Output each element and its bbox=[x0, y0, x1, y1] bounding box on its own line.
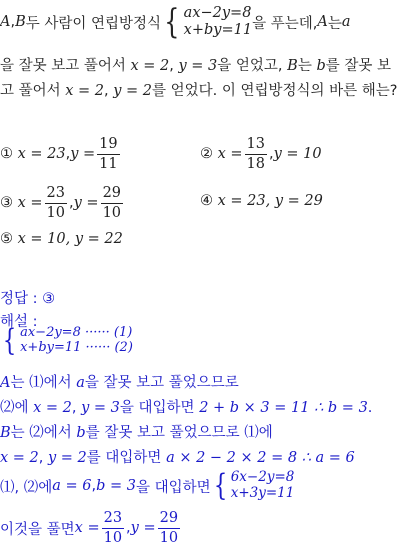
option-1[interactable] bbox=[0, 134, 122, 174]
e-text: , bbox=[71, 400, 82, 416]
e-math: y = 3 bbox=[81, 400, 120, 416]
q-math: x = 2 bbox=[65, 83, 105, 99]
fraction bbox=[245, 137, 267, 171]
q-text: 두 사람이 연립방정식 bbox=[25, 15, 162, 32]
var-b: b bbox=[76, 425, 86, 441]
option-mark: ③ bbox=[0, 195, 13, 211]
q-text: 고 풀어서 bbox=[0, 83, 66, 99]
e-text: , bbox=[38, 450, 48, 466]
explanation-step-3 bbox=[0, 421, 273, 442]
e-math: a × 2 − 2 × 2 = 8 ∴ a = 6 bbox=[166, 450, 355, 466]
e-text: . bbox=[367, 400, 373, 416]
numerator: 13 bbox=[245, 137, 267, 155]
person-a: A bbox=[0, 14, 11, 30]
sep: , bbox=[69, 195, 74, 211]
e-text: , bbox=[126, 520, 131, 536]
equation-2: x+3y=11 bbox=[230, 485, 295, 501]
e-math: y = bbox=[130, 520, 156, 536]
equation-2: x+by=11 ······ (2) bbox=[20, 340, 133, 355]
option-math: x = 23 bbox=[17, 146, 66, 162]
e-text: 를 잘못 보고 풀었으므로 ⑴에 bbox=[85, 425, 273, 441]
e-math: 2 + b × 3 = 11 ∴ b = 3 bbox=[199, 400, 368, 416]
q-text: 을 잘못 보고 풀어서 bbox=[0, 58, 131, 74]
q-text: , bbox=[104, 83, 114, 99]
person-a: A bbox=[317, 14, 328, 30]
e-math: y = 2 bbox=[48, 450, 87, 466]
option-math: x = 10, y = 22 bbox=[17, 231, 123, 247]
e-text: , bbox=[91, 478, 97, 494]
q-math: x = 2 bbox=[130, 58, 170, 74]
explanation-system bbox=[0, 323, 133, 358]
equation-system bbox=[0, 323, 133, 358]
e-math: x = 2 bbox=[33, 400, 72, 416]
denominator: 10 bbox=[46, 204, 65, 221]
explanation-label: 해설 : bbox=[0, 314, 38, 330]
fraction bbox=[158, 511, 180, 545]
var-a: a bbox=[341, 14, 351, 30]
e-text: 을 대입하면 bbox=[135, 479, 211, 496]
e-math: x = bbox=[74, 520, 100, 536]
option-3[interactable] bbox=[0, 183, 125, 223]
option-math: x = bbox=[17, 195, 43, 211]
answer-label: 정답 : ③ bbox=[0, 291, 56, 307]
q-text: , bbox=[169, 58, 179, 74]
denominator: 18 bbox=[246, 155, 265, 172]
person-b: B bbox=[15, 14, 26, 30]
q-math: y = 2 bbox=[113, 83, 153, 99]
option-2[interactable] bbox=[200, 134, 322, 174]
equation-1: ax−2y=8 ······ (1) bbox=[20, 325, 133, 341]
option-math: y = bbox=[73, 195, 99, 211]
q-text: , bbox=[10, 14, 16, 30]
explanation-step-2 bbox=[0, 396, 372, 417]
e-text: 이것을 풀면 bbox=[0, 521, 75, 538]
question-line-2 bbox=[0, 54, 391, 75]
brace-icon: { bbox=[164, 2, 180, 42]
question-line-3 bbox=[0, 79, 398, 100]
e-math: x = 2 bbox=[0, 450, 39, 466]
denominator: 10 bbox=[159, 529, 179, 546]
e-text: 를 대입하면 bbox=[86, 450, 167, 466]
option-math: x = 23, y = 29 bbox=[217, 193, 323, 209]
q-text: 을 얻었고, bbox=[217, 58, 288, 74]
option-mark: ⑤ bbox=[0, 231, 13, 247]
option-math: x = bbox=[217, 146, 243, 162]
equation-2: x+by=11 bbox=[183, 22, 253, 38]
question-line-1 bbox=[0, 2, 350, 42]
numerator: 29 bbox=[158, 511, 180, 529]
denominator: 11 bbox=[99, 155, 118, 172]
option-4[interactable] bbox=[200, 193, 323, 209]
equation-1: ax−2y=8 bbox=[183, 5, 252, 22]
q-math: y = 3 bbox=[178, 58, 218, 74]
sep: , bbox=[65, 146, 71, 162]
option-math: y = bbox=[70, 146, 96, 162]
e-text: ⑵에 bbox=[0, 400, 34, 416]
person-a: A bbox=[0, 375, 11, 391]
e-text: 을 대입하면 bbox=[119, 400, 200, 416]
q-text: 를 잘못 보 bbox=[325, 58, 391, 74]
explanation-step-5 bbox=[0, 466, 294, 506]
var-a: a bbox=[76, 375, 85, 391]
e-text: 는 ⑵에서 bbox=[10, 425, 77, 441]
numerator: 23 bbox=[102, 511, 124, 529]
denominator: 10 bbox=[103, 529, 123, 546]
brace-icon: { bbox=[2, 323, 17, 358]
option-mark: ① bbox=[0, 146, 13, 162]
brace-icon: { bbox=[213, 468, 227, 503]
explanation-step-6 bbox=[0, 508, 182, 548]
option-mark: ② bbox=[200, 146, 213, 162]
explanation-step-4 bbox=[0, 446, 355, 467]
numerator: 23 bbox=[45, 186, 67, 204]
e-text: ⑴, ⑵에 bbox=[0, 479, 53, 496]
option-math: y = 10 bbox=[273, 146, 322, 162]
equation-system bbox=[211, 470, 295, 501]
explanation-step-1 bbox=[0, 371, 239, 392]
e-math: a = 6 bbox=[52, 478, 92, 494]
q-text: 는 bbox=[297, 58, 317, 74]
q-text: 는 bbox=[327, 15, 342, 32]
var-b: b bbox=[316, 58, 326, 74]
e-math: b = 3 bbox=[96, 478, 136, 494]
numerator: 19 bbox=[97, 137, 119, 155]
fraction bbox=[101, 186, 123, 220]
option-5[interactable] bbox=[0, 231, 123, 247]
q-text: 을 푸는데, bbox=[252, 15, 318, 32]
fraction bbox=[45, 186, 67, 220]
person-b: B bbox=[287, 58, 298, 74]
e-text: 는 ⑴에서 bbox=[10, 375, 77, 391]
equation-1: 6x−2y=8 bbox=[230, 469, 295, 486]
sep: , bbox=[269, 146, 274, 162]
fraction bbox=[97, 137, 119, 171]
fraction bbox=[102, 511, 124, 545]
e-text: 을 잘못 보고 풀었으므로 bbox=[84, 375, 239, 391]
denominator: 10 bbox=[102, 204, 122, 221]
equation-system bbox=[161, 2, 253, 42]
person-b: B bbox=[0, 425, 11, 441]
q-text: 를 얻었다. 이 연립방정식의 바른 해는? bbox=[152, 83, 398, 99]
numerator: 29 bbox=[101, 186, 123, 204]
option-mark: ④ bbox=[200, 193, 213, 209]
